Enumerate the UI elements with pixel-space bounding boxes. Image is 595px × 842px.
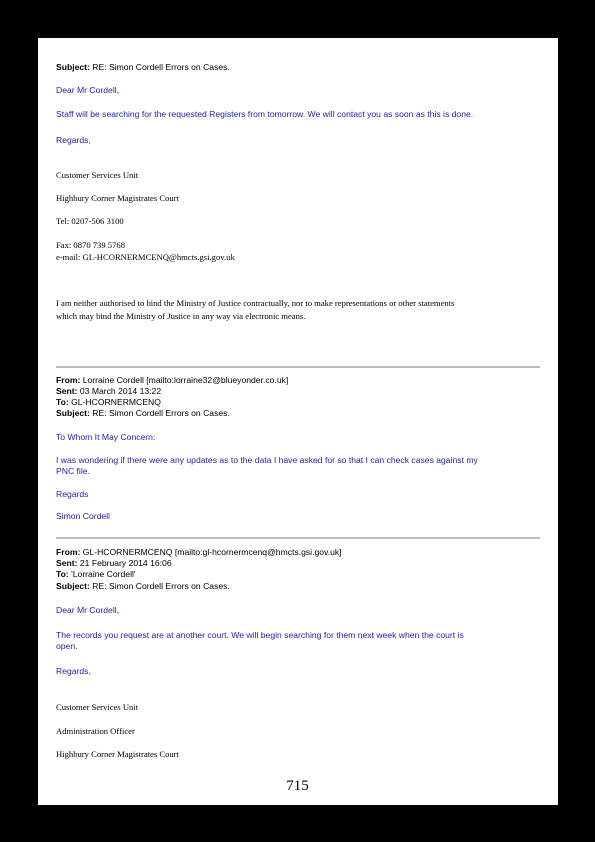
email2-greeting: To Whom It May Concern: [56, 432, 156, 442]
email1-disclaimer-line2: which may bind the Ministry of Justice in any way via electronic means. [56, 311, 306, 321]
email1-sig-tel: Tel: 0207-506 3100 [56, 216, 124, 226]
email1-body: Staff will be searching for the requested Registers from tomorrow. We will contact you as soon as this is done. [56, 109, 474, 119]
email2-sent-value: 03 March 2014 13:22 [79, 386, 162, 396]
email1-subject-line [56, 62, 230, 73]
email1-sig-unit: Customer Services Unit [56, 170, 139, 180]
separator-rule [56, 366, 540, 368]
email3-sent-value: 21 February 2014 16:06 [79, 558, 172, 568]
email1-sig-email: e-mail: GL-HCORNERMCENQ@hmcts.gsi.gov.uk [56, 252, 235, 262]
email2-to-label: To: [56, 397, 69, 407]
email2-body-line1: I was wondering if there were any updates as to the data I have asked for so that I can check cases against my [56, 455, 478, 465]
email3-from-line [56, 547, 342, 558]
email3-sent-label: Sent: [56, 558, 78, 568]
email3-sent-line [56, 558, 172, 569]
email3-body-line2: open. [56, 641, 78, 651]
document-page [38, 38, 558, 805]
email3-to-label: To: [56, 569, 69, 579]
email1-sig-court: Highbury Corner Magistrates Court [56, 193, 179, 203]
email2-to-value: GL-HCORNERMCENQ [71, 397, 161, 407]
email2-subject-line [56, 408, 230, 419]
email1-disclaimer-line1: I am neither authorised to bind the Ministry of Justice contractually, nor to make representations or other statements [56, 298, 455, 308]
email3-greeting: Dear Mr Cordell, [56, 605, 120, 615]
email3-from-label: From: [56, 547, 81, 557]
email2-sent-line [56, 386, 161, 397]
email3-to-line [56, 569, 136, 580]
email2-from-value: Lorraine Cordell [mailto:lorraine32@blueyonder.co.uk] [82, 375, 289, 385]
email2-subject-label: Subject: [56, 408, 90, 418]
email2-sent-label: Sent: [56, 386, 78, 396]
email1-subject-value: RE: Simon Cordell Errors on Cases. [92, 62, 230, 72]
email2-to-line [56, 397, 161, 408]
email3-sig-unit: Customer Services Unit [56, 702, 139, 712]
email3-body-line1: The records you request are at another court. We will begin searching for them next week when the court is [56, 630, 464, 640]
email2-subject-value: RE: Simon Cordell Errors on Cases. [92, 408, 230, 418]
email3-to-value: 'Lorraine Cordell' [71, 569, 136, 579]
page-number: 715 [286, 778, 309, 794]
email3-subject-label: Subject: [56, 581, 90, 591]
email3-subject-line [56, 581, 230, 592]
email3-from-value: GL-HCORNERMCENQ [mailto:gl-hcornermcenq@hmcts.gsi.gov.uk] [82, 547, 342, 557]
email2-body-line2: PNC file. [56, 466, 90, 476]
email3-subject-value: RE: Simon Cordell Errors on Cases. [92, 581, 230, 591]
email2-signature: Simon Cordell [56, 511, 110, 521]
separator-rule [56, 537, 540, 539]
email2-from-line [56, 375, 288, 386]
email3-sig-court: Highbury Corner Magistrates Court [56, 749, 179, 759]
email1-closing: Regards, [56, 135, 91, 145]
email3-sig-role: Administration Officer [56, 726, 135, 736]
email1-greeting: Dear Mr Cordell, [56, 85, 120, 95]
email1-sig-fax: Fax: 0870 739 5768 [56, 240, 125, 250]
email1-subject-label: Subject: [56, 62, 90, 72]
email2-closing: Regards [56, 489, 89, 499]
email3-closing: Regards, [56, 666, 91, 676]
email2-from-label: From: [56, 375, 81, 385]
